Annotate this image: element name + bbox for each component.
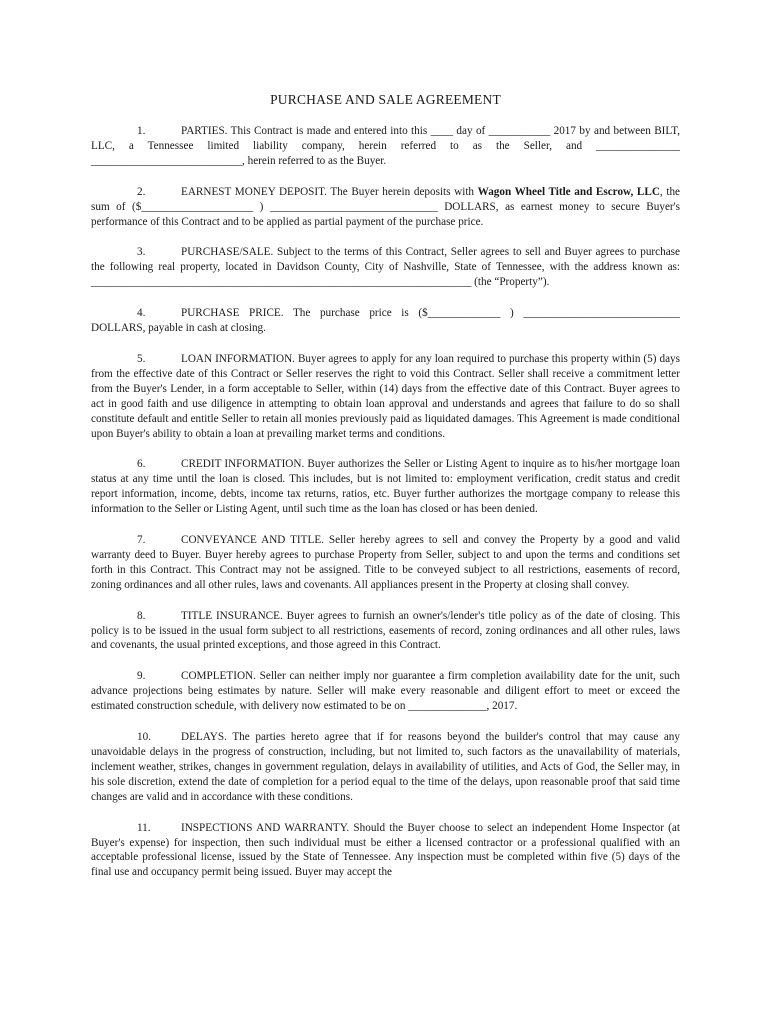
- section-text: CREDIT INFORMATION. Buyer authorizes the Seller or Listing Agent to inquire as to his/her mortgage loan status at any time until the loan is closed. This includes, but is not limited to: employment verification, credit status and credit report information, income, debts, income tax returns, ratios, etc. Buyer further authorizes the mortgage company to release this information to the Seller or Listing Agent, until such time as the loan has closed or has been denied.: [91, 458, 680, 516]
- document-page: [91, 92, 680, 896]
- section-text: CONVEYANCE AND TITLE. Seller hereby agrees to sell and convey the Property by a good and valid warranty deed to Buyer. Buyer hereby agrees to purchase Property from Seller, subject to and upon the terms and conditions set forth in this Contract. This Contract may not be assigned. Title to be conveyed subject to all restrictions, easements of record, zoning ordinances and all other rules, laws and covenants. All appliances present in the Property at closing shall convey.: [91, 534, 680, 591]
- section-text: LOAN INFORMATION. Buyer agrees to apply for any loan required to purchase this property within (5) days from the effective date of this Contract or Seller reserves the right to void this Contract. Seller shall receive a commitment letter from the Buyer's Lender, in a form acceptable to Seller, within (14) days from the effective date of this Contract. Buyer agrees to act in good faith and use diligence in attempting to obtain loan approval and understands and agrees that failure to do so shall constitute default and entitle Seller to retain all monies previously paid as liquidated damages. This Agreement is made conditional upon Buyer's ability to obtain a loan at prevailing market terms and conditions.: [91, 352, 680, 440]
- section-text-bold: Wagon Wheel Title and Escrow, LLC: [477, 185, 660, 198]
- section-number: 5.: [137, 352, 146, 365]
- section-text: PURCHASE PRICE. The purchase price is ($_____________ ) ____________________________ DOLLARS, payable in cash at closing.: [91, 307, 680, 335]
- section-10: [91, 730, 680, 805]
- section-5: [91, 352, 680, 441]
- section-text: INSPECTIONS AND WARRANTY. Should the Buyer choose to select an independent Home Inspector (at Buyer's expense) for inspection, then such individual must be either a licensed contractor or a professional qualified with an acceptable professional license, issued by the State of Tennessee. Any inspection must be completed within five (5) days of the final use and occupancy permit being issued. Buyer may accept the: [91, 821, 680, 879]
- section-11: [91, 821, 680, 881]
- section-text: EARNEST MONEY DEPOSIT. The Buyer herein deposits with: [181, 185, 478, 198]
- section-number: 2.: [137, 185, 146, 198]
- section-text: COMPLETION. Seller can neither imply nor guarantee a firm completion availability date for the unit, such advance projections being estimates by nature. Seller will make every reasonable and diligent effort to meet or exceed the estimated construction schedule, with delivery now estimated to be on ______________, 2017.: [91, 670, 680, 713]
- section-number: 7.: [137, 534, 146, 547]
- section-text: PARTIES. This Contract is made and entered into this ____ day of ___________ 2017 by and between BILT, LLC, a Tennessee limited liability company, herein referred to as the Seller, and _______________ ___________________________, herein referred to as the Buyer.: [91, 125, 680, 167]
- section-7: [91, 533, 680, 593]
- document-title: PURCHASE AND SALE AGREEMENT: [270, 92, 501, 107]
- section-number: 1.: [137, 125, 146, 137]
- section-6: [91, 457, 680, 517]
- section-number: 3.: [137, 246, 146, 259]
- section-number: 4.: [137, 307, 146, 320]
- section-text: TITLE INSURANCE. Buyer agrees to furnish an owner's/lender's title policy as of the date of closing. This policy is to be issued in the usual form subject to all restrictions, easements of record, zoning ordinances and all other rules, laws and covenants, the usual printed exceptions, and those agreed in this Contract.: [91, 609, 680, 652]
- section-number: 8.: [137, 609, 146, 622]
- section-4: [91, 306, 680, 336]
- section-text: DELAYS. The parties hereto agree that if for reasons beyond the builder's control that may cause any unavoidable delays in the progress of construction, including, but not limited to, such factors as the unavailability of materials, inclement weather, strikes, changes in government regulation, delays in availability of utilities, and Acts of God, the Seller may, in his sole discretion, extend the date of completion for a period equal to the time of the delays, upon reasonable proof that said time changes are valid and in accordance with these conditions.: [91, 731, 680, 803]
- sections-container: [91, 124, 680, 880]
- section-number: 11.: [137, 821, 151, 834]
- section-2: [91, 185, 680, 230]
- section-1: [91, 124, 680, 169]
- section-number: 9.: [137, 670, 146, 683]
- section-3: [91, 245, 680, 290]
- section-text: PURCHASE/SALE. Subject to the terms of this Contract, Seller agrees to sell and Buyer agrees to purchase the following real property, located in Davidson County, City of Nashville, State of Tennessee, with the address known as: ____________________________________________________________________ (the “Property”).: [91, 246, 680, 289]
- section-number: 10.: [137, 731, 151, 744]
- section-text: , the sum of ($____________________ ) ______________________________ DOLLARS, as earnest money to secure Buyer's performance of this Contract and to be applied as partial payment of the purchase price.: [91, 185, 680, 228]
- section-9: [91, 669, 680, 714]
- section-number: 6.: [137, 458, 146, 471]
- section-8: [91, 609, 680, 654]
